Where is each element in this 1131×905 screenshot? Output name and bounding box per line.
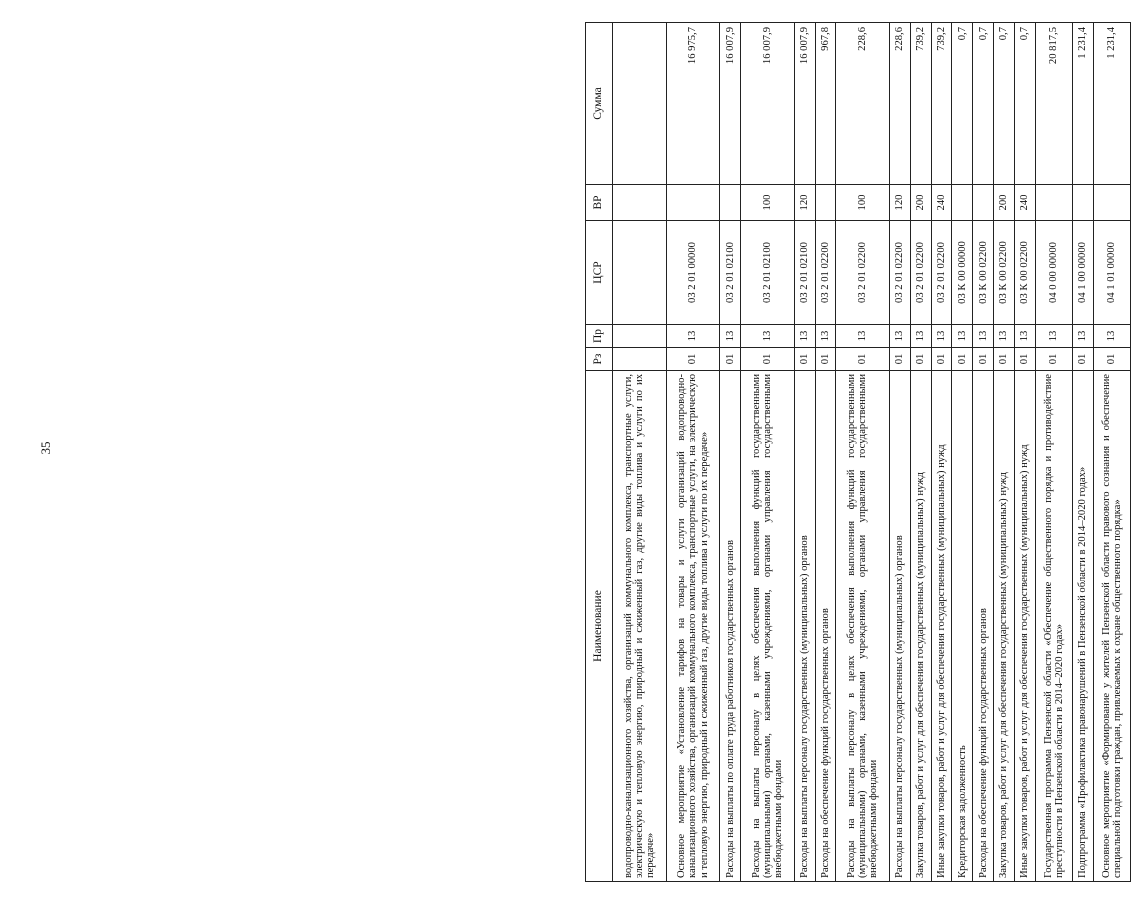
cell-csr: 03 К 00 02200 bbox=[994, 221, 1015, 325]
cell-pr: 13 bbox=[890, 325, 911, 348]
cell-rz: 01 bbox=[815, 348, 836, 371]
cell-pr: 13 bbox=[794, 325, 815, 348]
cell-rz: 01 bbox=[931, 348, 952, 371]
cell-name: Расходы на выплаты персоналу государственных (муниципальных) органов bbox=[890, 371, 911, 882]
cell-pr: 13 bbox=[1014, 325, 1035, 348]
cell-pr: 13 bbox=[741, 325, 795, 348]
cell-pr: 13 bbox=[836, 325, 890, 348]
table-row bbox=[952, 23, 973, 882]
cell-name: Расходы на выплаты по оплате труда работников государственных органов bbox=[720, 371, 741, 882]
cell-csr: 03 К 00 00000 bbox=[952, 221, 973, 325]
cell-rz: 01 bbox=[794, 348, 815, 371]
cell-name: Расходы на выплаты персоналу в целях обеспечения выполнения функций государственными (муниципальными) органами, казенными учреждениями, органами управления государственными внебюджетными фондами bbox=[836, 371, 890, 882]
cell-name: Расходы на обеспечение функций государственных органов bbox=[973, 371, 994, 882]
cell-csr: 03 2 01 02200 bbox=[815, 221, 836, 325]
table-row bbox=[1035, 23, 1072, 882]
cell-csr: 03 2 01 02200 bbox=[931, 221, 952, 325]
cell-pr: 13 bbox=[1035, 325, 1072, 348]
cell-sum: 16 007,9 bbox=[720, 23, 741, 185]
cell-rz: 01 bbox=[994, 348, 1015, 371]
cell-csr: 03 2 01 00000 bbox=[666, 221, 720, 325]
cell-rz: 01 bbox=[741, 348, 795, 371]
table-row bbox=[720, 23, 741, 882]
cell-pr: 13 bbox=[1093, 325, 1130, 348]
cell-pr: 13 bbox=[952, 325, 973, 348]
cell-pr bbox=[613, 325, 667, 348]
cell-rz: 01 bbox=[1035, 348, 1072, 371]
cell-sum: 967,8 bbox=[815, 23, 836, 185]
cell-pr: 13 bbox=[910, 325, 931, 348]
cell-rz: 01 bbox=[952, 348, 973, 371]
cell-pr: 13 bbox=[815, 325, 836, 348]
cell-sum: 739,2 bbox=[910, 23, 931, 185]
cell-csr: 03 2 01 02200 bbox=[836, 221, 890, 325]
table-row bbox=[890, 23, 911, 882]
cell-rz: 01 bbox=[910, 348, 931, 371]
cell-vr bbox=[815, 185, 836, 221]
cell-vr bbox=[1093, 185, 1130, 221]
cell-csr: 03 2 01 02100 bbox=[720, 221, 741, 325]
cell-vr bbox=[952, 185, 973, 221]
cell-name: Подпрограмма «Профилактика правонарушений в Пензенской области в 2014–2020 годах» bbox=[1072, 371, 1093, 882]
cell-name: Основное мероприятие «Установление тарифов на товары и услуги организаций водопроводно-канализационного хозяйства, организаций коммунального комплекса, транспортные услуги, на электрическую и тепловую энергию, природный и сжиженный газ, другие виды топлива и услуги по их передаче» bbox=[666, 371, 720, 882]
cell-rz: 01 bbox=[720, 348, 741, 371]
cell-sum: 0,7 bbox=[952, 23, 973, 185]
header-sum: Сумма bbox=[586, 23, 613, 185]
cell-sum: 739,2 bbox=[931, 23, 952, 185]
cell-sum: 16 007,9 bbox=[741, 23, 795, 185]
header-pr: Пр bbox=[586, 325, 613, 348]
cell-sum: 16 975,7 bbox=[666, 23, 720, 185]
cell-vr: 240 bbox=[1014, 185, 1035, 221]
table-row bbox=[1093, 23, 1130, 882]
header-csr: ЦСР bbox=[586, 221, 613, 325]
cell-sum: 1 231,4 bbox=[1072, 23, 1093, 185]
cell-sum: 16 007,9 bbox=[794, 23, 815, 185]
cell-csr bbox=[613, 221, 667, 325]
page-number: 35 bbox=[38, 441, 53, 455]
table-row bbox=[741, 23, 795, 882]
cell-csr: 04 1 00 00000 bbox=[1072, 221, 1093, 325]
cell-vr bbox=[1035, 185, 1072, 221]
table-row bbox=[815, 23, 836, 882]
cell-rz: 01 bbox=[1014, 348, 1035, 371]
budget-table-rotated bbox=[585, 23, 1131, 882]
cell-vr: 120 bbox=[890, 185, 911, 221]
cell-pr: 13 bbox=[973, 325, 994, 348]
table-row bbox=[1072, 23, 1093, 882]
cell-sum: 0,7 bbox=[973, 23, 994, 185]
table-row bbox=[973, 23, 994, 882]
cell-rz: 01 bbox=[890, 348, 911, 371]
cell-csr: 03 К 00 02200 bbox=[973, 221, 994, 325]
cell-rz: 01 bbox=[1072, 348, 1093, 371]
cell-csr: 03 2 01 02200 bbox=[910, 221, 931, 325]
cell-sum: 228,6 bbox=[890, 23, 911, 185]
cell-vr bbox=[720, 185, 741, 221]
header-vr: ВР bbox=[586, 185, 613, 221]
table-row bbox=[994, 23, 1015, 882]
table-row bbox=[613, 23, 667, 882]
budget-table bbox=[585, 22, 1131, 882]
header-name: Наименование bbox=[586, 371, 613, 882]
cell-name: Расходы на обеспечение функций государственных органов bbox=[815, 371, 836, 882]
table-row bbox=[931, 23, 952, 882]
cell-pr: 13 bbox=[994, 325, 1015, 348]
cell-pr: 13 bbox=[931, 325, 952, 348]
cell-vr: 200 bbox=[994, 185, 1015, 221]
cell-vr: 100 bbox=[836, 185, 890, 221]
cell-sum: 1 231,4 bbox=[1093, 23, 1130, 185]
cell-rz: 01 bbox=[1093, 348, 1130, 371]
cell-sum: 228,6 bbox=[836, 23, 890, 185]
cell-csr: 03 К 00 02200 bbox=[1014, 221, 1035, 325]
cell-name: Государственная программа Пензенской области «Обеспечение общественного порядка и противодействие преступности в Пензенской области в 2014–2020 годах» bbox=[1035, 371, 1072, 882]
cell-pr: 13 bbox=[666, 325, 720, 348]
table-row bbox=[794, 23, 815, 882]
cell-name: Кредиторская задолженность bbox=[952, 371, 973, 882]
cell-rz bbox=[613, 348, 667, 371]
table-header-row bbox=[586, 23, 613, 882]
cell-vr: 200 bbox=[910, 185, 931, 221]
cell-name: Закупка товаров, работ и услуг для обеспечения государственных (муниципальных) нужд bbox=[994, 371, 1015, 882]
table-row bbox=[836, 23, 890, 882]
table-row bbox=[910, 23, 931, 882]
cell-name: водопроводно-канализационного хозяйства, организаций коммунального комплекса, транспортные услуги, электрическую и тепловую энергию, природный и сжиженный газ, другие виды топлива и услуги по их передаче» bbox=[613, 371, 667, 882]
cell-name: Закупка товаров, работ и услуг для обеспечения государственных (муниципальных) нужд bbox=[910, 371, 931, 882]
cell-csr: 04 1 01 00000 bbox=[1093, 221, 1130, 325]
cell-sum: 0,7 bbox=[994, 23, 1015, 185]
cell-vr: 240 bbox=[931, 185, 952, 221]
table-row bbox=[666, 23, 720, 882]
cell-sum: 0,7 bbox=[1014, 23, 1035, 185]
cell-vr: 120 bbox=[794, 185, 815, 221]
cell-vr bbox=[666, 185, 720, 221]
cell-pr: 13 bbox=[1072, 325, 1093, 348]
cell-vr bbox=[613, 185, 667, 221]
cell-vr: 100 bbox=[741, 185, 795, 221]
cell-csr: 03 2 01 02100 bbox=[794, 221, 815, 325]
cell-rz: 01 bbox=[666, 348, 720, 371]
table-row bbox=[1014, 23, 1035, 882]
cell-csr: 04 0 00 00000 bbox=[1035, 221, 1072, 325]
cell-csr: 03 2 01 02100 bbox=[741, 221, 795, 325]
cell-csr: 03 2 01 02200 bbox=[890, 221, 911, 325]
header-rz: Рз bbox=[586, 348, 613, 371]
cell-name: Расходы на выплаты персоналу в целях обеспечения выполнения функций государственными (муниципальными) органами, казенными учреждениями, органами управления государственными внебюджетными фондами bbox=[741, 371, 795, 882]
cell-name: Иные закупки товаров, работ и услуг для обеспечения государственных (муниципальных) нужд bbox=[931, 371, 952, 882]
cell-vr bbox=[1072, 185, 1093, 221]
cell-name: Расходы на выплаты персоналу государственных (муниципальных) органов bbox=[794, 371, 815, 882]
cell-name: Иные закупки товаров, работ и услуг для обеспечения государственных (муниципальных) нужд bbox=[1014, 371, 1035, 882]
cell-sum: 20 817,5 bbox=[1035, 23, 1072, 185]
cell-pr: 13 bbox=[720, 325, 741, 348]
cell-rz: 01 bbox=[836, 348, 890, 371]
cell-sum bbox=[613, 23, 667, 185]
cell-vr bbox=[973, 185, 994, 221]
cell-rz: 01 bbox=[973, 348, 994, 371]
cell-name: Основное мероприятие «Формирование у жителей Пензенской области правового сознания и обеспечение специальной подготовки граждан, привлекаемых к охране общественного порядка» bbox=[1093, 371, 1130, 882]
